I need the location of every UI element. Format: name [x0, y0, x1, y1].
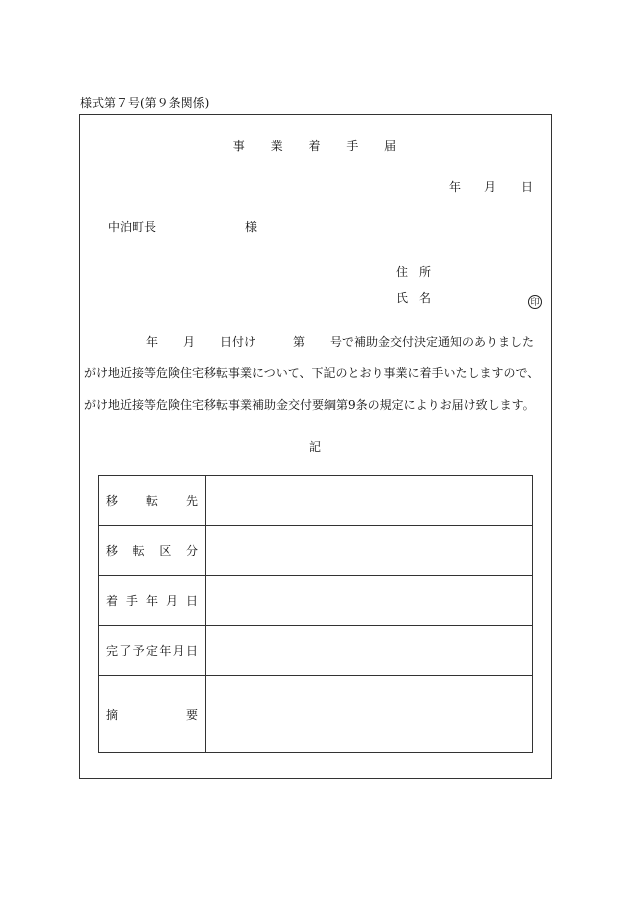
- details-table: [98, 475, 533, 753]
- body-line1-year: 年: [146, 335, 159, 349]
- address-label-char: 所: [419, 265, 432, 279]
- addressee-name: 中泊町長: [108, 220, 157, 234]
- title-char: 届: [384, 139, 398, 153]
- relocation-category-field[interactable]: [206, 526, 533, 576]
- address-label-char: 住: [396, 265, 409, 279]
- row-label-start-date: 着 手 年 月 日: [99, 576, 206, 626]
- start-date-field[interactable]: [206, 576, 533, 626]
- body-line1-month: 月: [183, 335, 196, 349]
- form-number-label: 様式第７号(第９条関係): [80, 96, 210, 110]
- date-day: 日: [521, 180, 534, 194]
- name-label-char: 名: [419, 291, 432, 305]
- title-char: 業: [270, 139, 284, 153]
- row-label-relocation-category: 移 転 区 分: [99, 526, 206, 576]
- date-month: 月: [484, 180, 497, 194]
- title-char: 手: [346, 139, 360, 153]
- seal-icon: 印: [528, 295, 542, 309]
- table-row: [99, 476, 533, 526]
- body-line1-rest: 号で補助金交付決定通知のありました: [330, 335, 535, 349]
- addressee-honorific: 様: [245, 220, 258, 234]
- body-line1-number: 第: [293, 335, 306, 349]
- relocation-destination-field[interactable]: [206, 476, 533, 526]
- title-char: 着: [308, 139, 322, 153]
- document-title: [0, 137, 630, 154]
- row-label-planned-completion-date: 完 了 予 定 年 月 日: [99, 626, 206, 676]
- body-line3: がけ地近接等危険住宅移転事業補助金交付要綱第9条の規定によりお届け致します。: [84, 398, 535, 412]
- table-row: [99, 626, 533, 676]
- seal-mark: [528, 290, 542, 309]
- body-line1-day-ref: 日付け: [220, 335, 257, 349]
- planned-completion-date-field[interactable]: [206, 626, 533, 676]
- title-char: 事: [232, 139, 246, 153]
- summary-field[interactable]: [206, 676, 533, 753]
- name-label-char: 氏: [396, 291, 409, 305]
- row-label-summary: 摘 要: [99, 676, 206, 753]
- row-label-relocation-destination: 移 転 先: [99, 476, 206, 526]
- ki-heading: 記: [309, 440, 322, 454]
- date-year: 年: [449, 180, 462, 194]
- table-row: [99, 576, 533, 626]
- table-row: [99, 676, 533, 753]
- table-row: [99, 526, 533, 576]
- body-line2: がけ地近接等危険住宅移転事業について、下記のとおり事業に着手いたしますので、: [84, 366, 540, 380]
